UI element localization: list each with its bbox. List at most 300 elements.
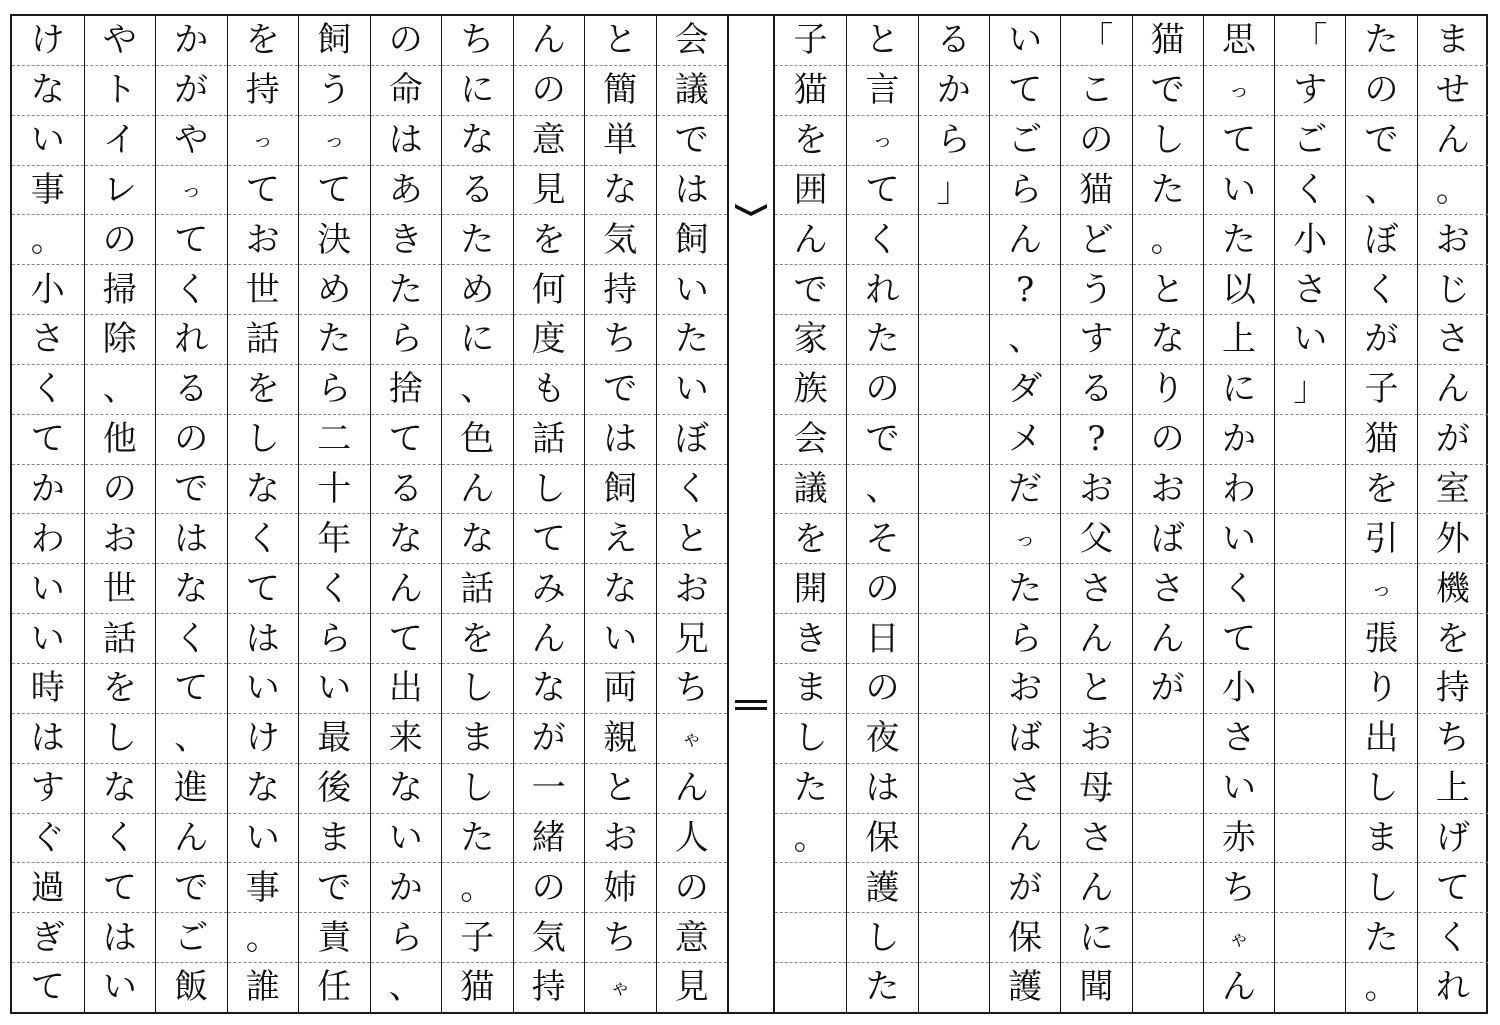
grid-cell: が [1418,415,1488,465]
grid-cell [919,814,989,864]
grid-cell: を [514,215,585,265]
grid-cell: は [657,166,728,216]
grid-cell: 命 [371,66,442,116]
grid-cell: る [1061,365,1131,415]
grid-cell: 言 [847,66,917,116]
grid-cell: っ [228,116,299,166]
grid-cell: こ [1061,66,1131,116]
grid-cell: 猫 [1133,16,1203,66]
grid-cell: え [585,514,656,564]
grid-cell: に [1061,913,1131,963]
grid-cell [1275,514,1345,564]
grid-cell [1275,863,1345,913]
grid-cell: 後 [299,764,370,814]
grid-cell: て [1204,614,1274,664]
grid-cell: の [371,16,442,66]
grid-cell: る [919,16,989,66]
grid-cell: て [1204,116,1274,166]
grid-cell: レ [85,166,156,216]
grid-cell: 見 [514,166,585,216]
grid-cell: く [847,215,917,265]
grid-cell: い [12,116,84,166]
grid-cell: く [156,265,227,315]
grid-cell: で [1346,116,1416,166]
grid-cell [1133,764,1203,814]
grid-cell: ? [1061,415,1131,465]
grid-cell: ら [919,116,989,166]
grid-cell: 護 [847,863,917,913]
grid-cell: て [990,66,1060,116]
grid-cell: 小 [1275,215,1345,265]
grid-cell: 時 [12,664,84,714]
grid-cell: 親 [585,714,656,764]
grid-cell: 子 [775,16,846,66]
grid-cell: た [847,315,917,365]
grid-cell: 思 [1204,16,1274,66]
grid-cell: 、 [156,714,227,764]
grid-cell: に [1204,365,1274,415]
grid-cell: が [990,863,1060,913]
grid-cell: 話 [514,415,585,465]
grid-cell: の [657,863,728,913]
right-column [775,16,846,1012]
grid-cell: お [657,564,728,614]
grid-cell: ゃ [1204,913,1274,963]
grid-cell: を [85,664,156,714]
grid-cell: す [1061,315,1131,365]
grid-cell: 持 [228,66,299,116]
right-column [1274,16,1345,1012]
grid-cell: か [1204,415,1274,465]
grid-cell: い [1204,166,1274,216]
grid-cell: 議 [775,465,846,515]
grid-cell: た [442,814,513,864]
grid-cell: ん [657,764,728,814]
grid-cell: の [1346,66,1416,116]
grid-cell: ぼ [657,415,728,465]
grid-cell: 「 [1275,16,1345,66]
grid-cell: 子 [442,913,513,963]
grid-cell: ん [442,465,513,515]
grid-cell: た [865,967,900,1008]
grid-cell: 事 [228,863,299,913]
grid-cell: く [1418,913,1488,963]
grid-cell: メ [990,415,1060,465]
grid-cell: 族 [775,365,846,415]
grid-cell: し [85,714,156,764]
grid-cell: は [85,913,156,963]
grid-cell: 。 [12,215,84,265]
grid-cell: 猫 [775,66,846,116]
grid-cell: し [514,465,585,515]
grid-cell: な [371,514,442,564]
grid-cell: で [775,265,846,315]
grid-cell: い [657,265,728,315]
grid-cell: っ [847,116,917,166]
grid-cell: で [156,863,227,913]
grid-cell: 年 [299,514,370,564]
grid-cell: い [228,664,299,714]
grid-cell: れ [1435,967,1470,1008]
grid-cell: な [228,764,299,814]
grid-cell: て [156,664,227,714]
grid-cell: ん [990,215,1060,265]
grid-cell: を [442,614,513,664]
grid-cell: が [1346,315,1416,365]
grid-cell: ん [1133,614,1203,664]
grid-cell: い [228,814,299,864]
grid-cell: 飯 [174,967,209,1008]
grid-cell [919,963,989,1012]
left-column [441,16,513,1012]
grid-cell: ど [1061,215,1131,265]
grid-cell [1275,465,1345,515]
grid-cell: な [442,116,513,166]
grid-cell: ら [990,166,1060,216]
grid-cell: 子 [1346,365,1416,415]
grid-cell: は [156,514,227,564]
grid-cell: ま [299,814,370,864]
grid-cell: り [1346,664,1416,714]
grid-cell: 過 [12,863,84,913]
grid-cell: ん [1418,116,1488,166]
grid-cell: だ [990,465,1060,515]
grid-cell: お [1061,465,1131,515]
grid-cell: ま [442,714,513,764]
grid-cell: ち [585,315,656,365]
grid-cell: し [775,714,846,764]
grid-cell: さ [1418,315,1488,365]
grid-cell [919,564,989,614]
grid-cell: し [442,764,513,814]
grid-cell: 。 [775,814,846,864]
grid-cell: ら [371,315,442,365]
grid-cell: 持 [1418,664,1488,714]
grid-cell: 出 [1346,714,1416,764]
grid-cell: 他 [85,415,156,465]
grid-cell: な [85,764,156,814]
grid-cell: さ [990,764,1060,814]
grid-cell: 色 [442,415,513,465]
grid-cell: に [442,66,513,116]
grid-cell: さ [1061,814,1131,864]
grid-cell: な [228,465,299,515]
grid-cell: く [1204,564,1274,614]
grid-cell: 飼 [585,465,656,515]
grid-cell: け [12,16,84,66]
grid-cell: さ [12,315,84,365]
grid-cell: ら [299,365,370,415]
grid-cell: く [657,465,728,515]
grid-cell: ま [775,664,846,714]
grid-cell: と [657,514,728,564]
grid-cell: 小 [1204,664,1274,714]
grid-cell: い [1204,764,1274,814]
grid-cell: ん [156,814,227,864]
grid-cell: い [585,614,656,664]
grid-cell: は [585,415,656,465]
grid-cell: れ [847,265,917,315]
grid-cell [1275,415,1345,465]
grid-cell: 話 [442,564,513,614]
grid-cell: き [371,215,442,265]
grid-cell: て [85,863,156,913]
grid-cell: 気 [585,215,656,265]
grid-cell: ダ [990,365,1060,415]
grid-cell: い [12,614,84,664]
grid-cell: で [585,365,656,415]
grid-cell: し [1346,764,1416,814]
grid-cell: と [847,16,917,66]
grid-cell: う [299,66,370,116]
grid-cell: ぼ [1346,215,1416,265]
grid-cell: 誰 [245,967,280,1008]
grid-cell: な [585,564,656,614]
grid-cell: も [514,365,585,415]
grid-cell: 。 [442,863,513,913]
grid-cell: 捨 [371,365,442,415]
grid-cell [919,514,989,564]
grid-cell: け [228,714,299,764]
grid-cell: み [514,564,585,614]
grid-cell: め [442,265,513,315]
grid-cell: ト [85,66,156,116]
grid-cell [919,614,989,664]
grid-cell: 簡 [585,66,656,116]
grid-cell: の [514,66,585,116]
grid-cell: 、 [1346,166,1416,216]
grid-cell: ち [442,16,513,66]
grid-cell: は [228,614,299,664]
grid-cell: し [1133,116,1203,166]
grid-cell: ん [514,16,585,66]
grid-cell: た [371,265,442,315]
grid-cell: 世 [228,265,299,315]
grid-cell: わ [1204,465,1274,515]
grid-cell: 聞 [1079,967,1114,1008]
grid-cell: 開 [775,564,846,614]
grid-cell: っ [990,514,1060,564]
grid-cell: た [990,564,1060,614]
grid-cell: を [775,514,846,564]
grid-cell [1133,963,1203,1012]
grid-cell: 緒 [514,814,585,864]
grid-cell: 囲 [775,166,846,216]
grid-cell: の [156,415,227,465]
grid-cell: 張 [1346,614,1416,664]
grid-cell: 。 [228,913,299,963]
grid-cell: な [12,66,84,116]
grid-cell: た [657,315,728,365]
grid-cell: 人 [657,814,728,864]
grid-cell: が [514,714,585,764]
grid-cell: か [919,66,989,116]
grid-cell: て [514,514,585,564]
grid-cell: っ [299,116,370,166]
grid-cell: 。 [1364,967,1399,1008]
grid-cell: っ [1204,66,1274,116]
grid-cell: 猫 [1061,166,1131,216]
grid-cell: て [12,415,84,465]
grid-cell: い [1275,315,1345,365]
grid-cell: 任 [317,967,352,1008]
grid-cell: く [228,514,299,564]
grid-cell: 護 [1008,967,1043,1008]
grid-cell: 。 [1133,215,1203,265]
grid-cell: ん [1221,967,1256,1008]
grid-cell: す [1275,66,1345,116]
grid-cell: な [514,664,585,714]
grid-cell: ん [514,614,585,664]
grid-cell: る [371,465,442,515]
grid-cell: 外 [1418,514,1488,564]
right-page [775,16,1488,1012]
grid-cell: 上 [1204,315,1274,365]
grid-cell: 話 [85,614,156,664]
grid-cell [1275,714,1345,764]
grid-cell: イ [85,116,156,166]
grid-cell: 意 [657,913,728,963]
grid-cell: い [299,664,370,714]
grid-cell: 持 [585,265,656,315]
grid-cell: 一 [514,764,585,814]
grid-cell [919,315,989,365]
grid-cell: と [585,764,656,814]
right-column [1417,16,1488,1012]
grid-cell: き [775,614,846,664]
grid-cell [919,913,989,963]
grid-cell: ら [371,913,442,963]
grid-cell [1133,814,1203,864]
grid-cell [919,714,989,764]
right-column [1060,16,1131,1012]
grid-cell: 会 [657,16,728,66]
grid-cell: せ [1418,66,1488,116]
right-column [1132,16,1203,1012]
left-column [155,16,227,1012]
grid-cell [1275,913,1345,963]
grid-cell: の [85,215,156,265]
grid-cell: 出 [371,664,442,714]
grid-cell: を [228,365,299,415]
grid-cell: は [371,116,442,166]
grid-cell: い [102,967,137,1008]
grid-cell: っ [156,166,227,216]
grid-cell [1275,664,1345,714]
grid-cell: 機 [1418,564,1488,614]
grid-cell: て [156,215,227,265]
grid-cell [919,465,989,515]
grid-cell [919,365,989,415]
grid-cell: 、 [847,465,917,515]
grid-cell: ん [990,814,1060,864]
grid-cell: 保 [847,814,917,864]
grid-cell: お [85,514,156,564]
left-column [12,16,84,1012]
grid-cell: ち [1204,863,1274,913]
grid-cell: お [1061,714,1131,764]
grid-cell: 猫 [460,967,495,1008]
grid-cell: や [156,116,227,166]
center-bar-mark [735,700,767,710]
grid-cell: な [371,764,442,814]
grid-cell: 、 [442,365,513,415]
grid-cell: が [1133,664,1203,714]
grid-cell: の [1061,116,1131,166]
grid-cell: い [371,814,442,864]
right-column [1345,16,1416,1012]
grid-cell: 事 [12,166,84,216]
grid-cell: た [775,764,846,814]
grid-cell: 意 [514,116,585,166]
grid-cell: 「 [1061,16,1131,66]
grid-cell: お [1418,215,1488,265]
grid-cell [1275,564,1345,614]
grid-cell: 姉 [585,863,656,913]
grid-cell: 決 [299,215,370,265]
left-column [298,16,370,1012]
left-page [12,16,727,1012]
grid-cell [919,215,989,265]
grid-cell: 気 [514,913,585,963]
grid-cell [919,764,989,814]
grid-cell: 小 [12,265,84,315]
grid-cell: 母 [1061,764,1131,814]
grid-cell: は [847,764,917,814]
grid-cell: ち [585,913,656,963]
grid-cell: お [990,664,1060,714]
grid-cell [1275,614,1345,664]
grid-cell: で [299,863,370,913]
grid-cell [775,913,846,963]
right-column [846,16,917,1012]
grid-cell: ご [990,116,1060,166]
grid-cell: い [990,16,1060,66]
grid-cell: 家 [775,315,846,365]
grid-cell [1133,913,1203,963]
grid-cell: さ [1275,265,1345,315]
grid-cell: と [1061,664,1131,714]
grid-cell [919,664,989,714]
grid-cell: 室 [1418,465,1488,515]
grid-cell [919,415,989,465]
grid-cell: な [442,514,513,564]
grid-cell: ん [1061,863,1131,913]
grid-cell: 夜 [847,714,917,764]
grid-cell: ち [1418,714,1488,764]
grid-cell: 、 [388,967,423,1008]
left-column [227,16,299,1012]
grid-cell: 、 [990,315,1060,365]
grid-cell: 最 [299,714,370,764]
grid-cell: 兄 [657,614,728,664]
grid-cell: ゃ [657,714,728,764]
left-column [84,16,156,1012]
grid-cell: の [85,465,156,515]
grid-cell: し [1346,863,1416,913]
grid-cell: を [1418,614,1488,664]
grid-cell: 飼 [299,16,370,66]
grid-cell: ら [299,614,370,664]
grid-cell: は [12,714,84,764]
grid-cell: て [371,415,442,465]
grid-cell: 会 [775,415,846,465]
grid-cell: な [585,166,656,216]
grid-cell: く [1346,265,1416,315]
fishtail-mark-icon [735,202,767,216]
grid-cell: ら [990,614,1060,664]
grid-cell: に [442,315,513,365]
